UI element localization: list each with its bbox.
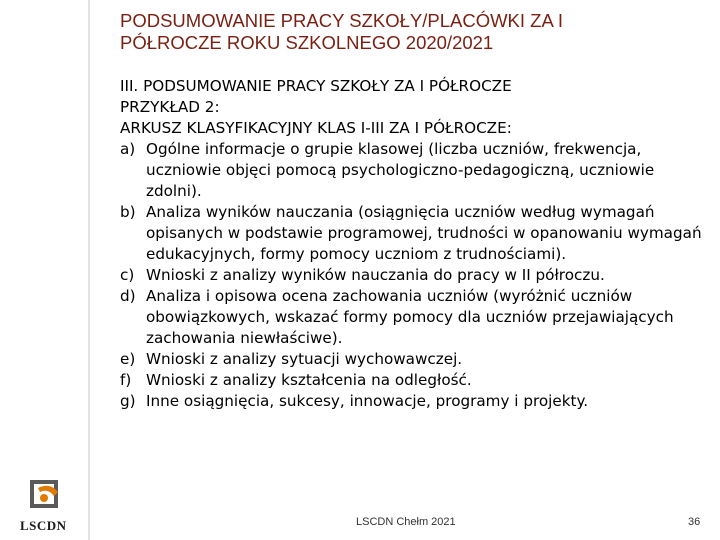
list-item-marker: b) <box>120 203 136 221</box>
list-item-marker: a) <box>120 140 136 158</box>
section-heading: III. PODSUMOWANIE PRACY SZKOŁY ZA I PÓŁROCZE <box>120 77 512 95</box>
page-number: 36 <box>688 516 701 528</box>
example-label: PRZYKŁAD 2: <box>120 98 220 116</box>
list-item-text: Wnioski z analizy wyników nauczania do pracy w II półroczu. <box>146 266 605 284</box>
list-item-marker: d) <box>120 287 136 305</box>
list-item <box>120 265 705 286</box>
list-item <box>120 202 705 265</box>
list-item-text: Analiza wyników nauczania (osiągnięcia uczniów według wymagań opisanych w podstawie programowej, trudności w opanowaniu wymagań edukacyjnych, formy pomocy uczniom z trudnościami). <box>146 203 702 263</box>
slide-left-rule <box>88 0 90 540</box>
list-item <box>120 286 705 349</box>
list-item-marker: e) <box>120 350 136 368</box>
list-item-text: Inne osiągnięcia, sukcesy, innowacje, programy i projekty. <box>146 392 589 410</box>
list-item <box>120 391 705 412</box>
list-item-marker: f) <box>120 371 132 389</box>
list-item-text: Ogólne informacje o grupie klasowej (liczba uczniów, frekwencja, uczniowie objęci pomocą psychologiczno-pedagogiczną, uczniowie zdolni). <box>146 140 655 200</box>
list-item-marker: c) <box>120 266 135 284</box>
slide-content <box>120 76 705 412</box>
list-item-text: Analiza i opisowa ocena zachowania uczniów (wyróżnić uczniów obowiązkowych, wskazać formy pomocy dla uczniów przejawiających zachowania niewłaściwe). <box>146 287 674 347</box>
logo-wordmark: LSCDN <box>20 518 67 533</box>
footer-text: LSCDN Chełm 2021 <box>356 516 456 528</box>
list-item-text: Wnioski z analizy sytuacji wychowawczej. <box>146 350 463 368</box>
logo-dot <box>40 494 48 502</box>
list-item <box>120 349 705 370</box>
slide-title: PODSUMOWANIE PRACY SZKOŁY/PLACÓWKI ZA I PÓŁROCZE ROKU SZKOLNEGO 2020/2021 <box>120 10 564 53</box>
list-item <box>120 370 705 391</box>
list-item-marker: g) <box>120 392 136 410</box>
item-list <box>120 139 705 412</box>
list-item <box>120 139 705 202</box>
sheet-title: ARKUSZ KLASYFIKACYJNY KLAS I-III ZA I PÓŁROCZE: <box>120 119 512 137</box>
list-item-text: Wnioski z analizy kształcenia na odległość. <box>146 371 472 389</box>
